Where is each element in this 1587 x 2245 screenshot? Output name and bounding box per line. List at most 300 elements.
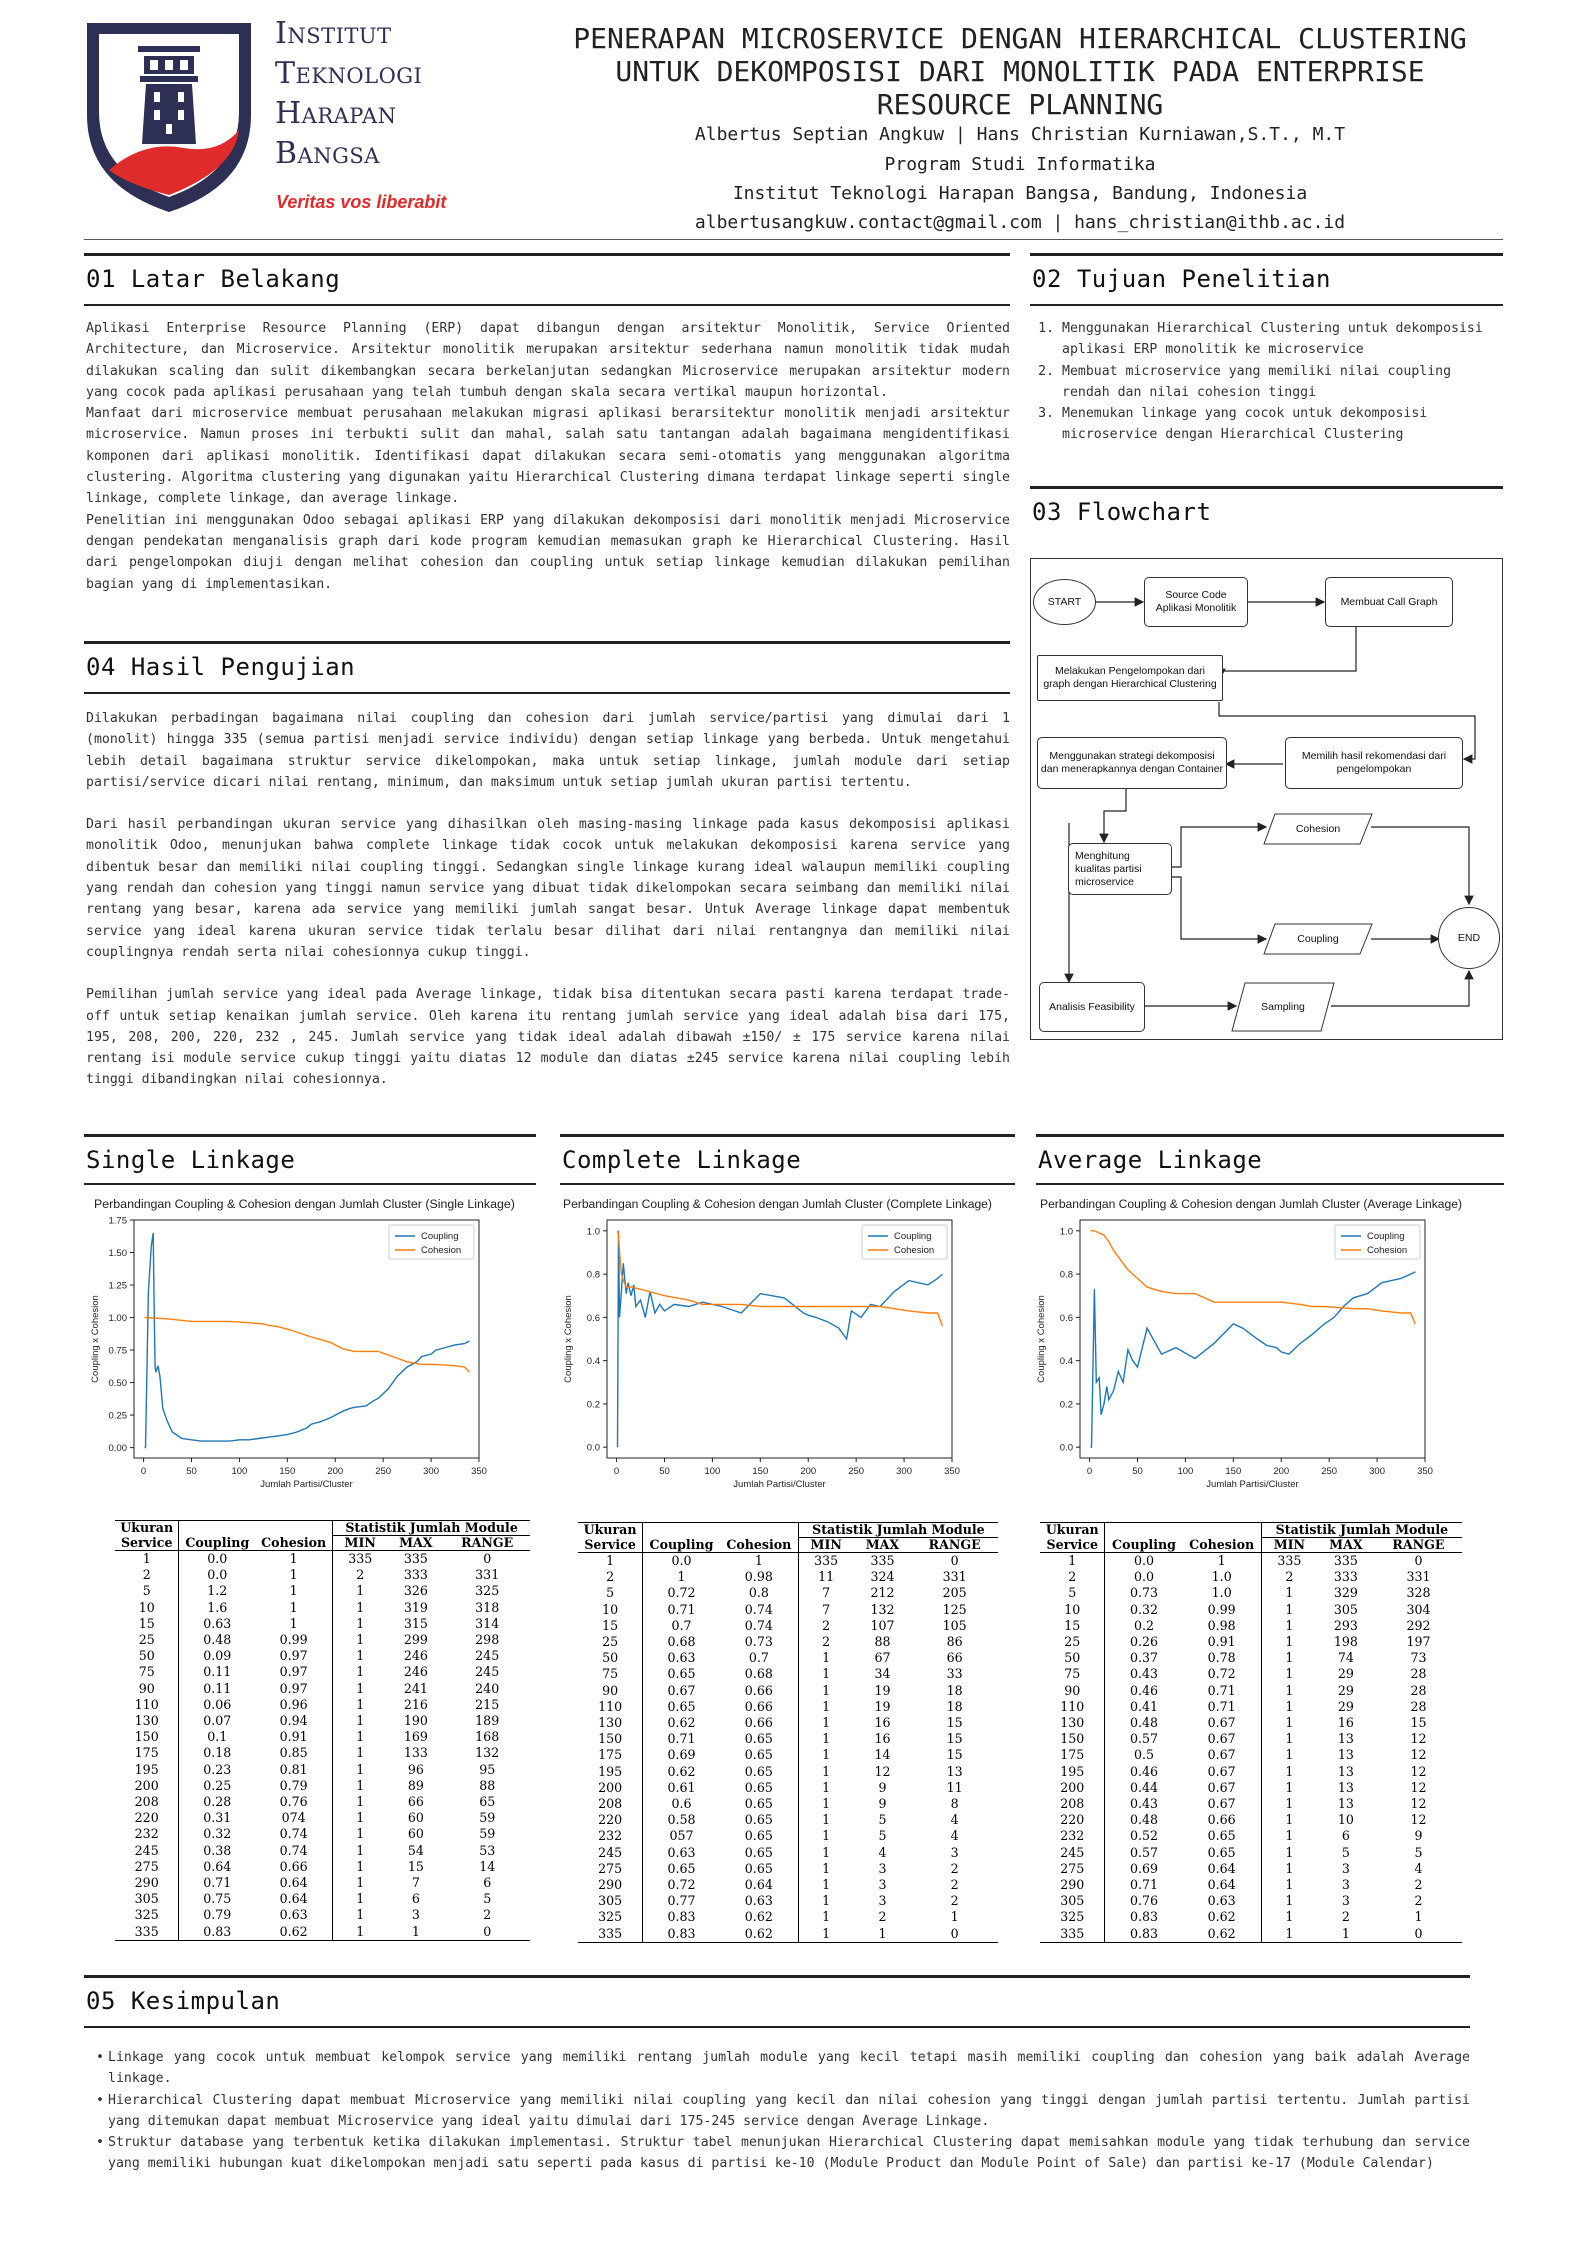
cell-cohesion: 0.7 (748, 1650, 769, 1666)
cell-cohesion: 0.65 (1207, 1828, 1236, 1844)
cell-min: 1 (1261, 1877, 1317, 1893)
cell-service: 220 (134, 1810, 159, 1826)
cell-range: 15 (1410, 1715, 1427, 1731)
cell-cohesion: 0.63 (1207, 1893, 1236, 1909)
cell-min: 1 (1261, 1780, 1317, 1796)
cell-coupling: 0.06 (179, 1697, 255, 1713)
cell-min: 335 (798, 1553, 853, 1570)
table-row (1040, 1699, 1462, 1715)
flow-clustering: Melakukan Pengelompokan dari graph dengan Hierarchical Clustering (1037, 655, 1223, 701)
cell-coupling: 0.76 (1105, 1893, 1183, 1909)
cell-cohesion: 0.64 (744, 1877, 773, 1893)
table-row (115, 1664, 530, 1680)
table-row (578, 1666, 998, 1682)
table-row (1040, 1666, 1462, 1682)
cell-coupling: 0.65 (643, 1666, 720, 1682)
cell-min: 1 (798, 1909, 853, 1925)
section-rule (84, 1134, 536, 1137)
cell-coupling: 057 (643, 1828, 720, 1844)
cell-max: 13 (1337, 1747, 1354, 1763)
cell-range: 2 (483, 1907, 492, 1923)
cell-coupling: 0.71 (643, 1602, 720, 1618)
cell-max: 212 (870, 1585, 895, 1601)
cell-range: 240 (475, 1680, 500, 1696)
cell-service: 2 (1068, 1569, 1077, 1585)
cell-max: 324 (870, 1569, 895, 1585)
cell-service: 150 (1060, 1731, 1085, 1747)
cell-range: 331 (1406, 1569, 1431, 1585)
cell-cohesion: 0.66 (744, 1715, 773, 1731)
cell-max: 12 (874, 1763, 891, 1779)
study-program: Program Studi Informatika (884, 154, 1156, 175)
cell-min: 1 (333, 1924, 388, 1941)
cell-max: 15 (407, 1858, 424, 1874)
y-tick-label: 1.0 (1059, 1226, 1073, 1238)
cell-max: 319 (403, 1599, 428, 1615)
cell-max: 9 (878, 1779, 887, 1795)
cell-cohesion: 1 (754, 1553, 763, 1568)
cell-service: 208 (134, 1794, 159, 1810)
cell-range: 205 (942, 1585, 967, 1601)
cell-service: 110 (1060, 1698, 1085, 1714)
cell-cohesion: 0.94 (279, 1713, 308, 1729)
table-row (578, 1909, 998, 1925)
table-row (1040, 1828, 1462, 1844)
authors: Albertus Septian Angkuw | Hans Christian Kurniawan,S.T., M.T (694, 124, 1346, 145)
legend-label: Coupling (1367, 1231, 1405, 1242)
cell-cohesion: 0.65 (744, 1812, 773, 1828)
cell-min: 1 (798, 1893, 853, 1909)
cell-service: 200 (598, 1779, 623, 1795)
cell-min: 1 (333, 1907, 388, 1923)
cell-coupling: 0.37 (1105, 1650, 1183, 1666)
cell-cohesion: 0.99 (279, 1632, 308, 1648)
cell-min: 1 (333, 1583, 388, 1599)
table-row (578, 1926, 998, 1943)
linkage-title-average: Average Linkage (1038, 1146, 1263, 1174)
th-max: MAX (854, 1538, 912, 1553)
flow-coupling: Coupling (1297, 933, 1339, 945)
table-row (578, 1845, 998, 1861)
cell-cohesion: 0.64 (1207, 1860, 1236, 1876)
cell-service: 1 (1068, 1553, 1077, 1568)
table-row (578, 1861, 998, 1877)
table-row (115, 1826, 530, 1842)
cell-range: 88 (479, 1777, 496, 1793)
cell-service: 305 (1060, 1893, 1085, 1909)
cell-cohesion: 0.62 (720, 1926, 798, 1943)
x-tick-label: 0 (1086, 1466, 1093, 1477)
cell-cohesion: 0.71 (1207, 1682, 1236, 1698)
table-row (578, 1812, 998, 1828)
cell-coupling: 0.75 (179, 1891, 255, 1907)
cell-max: 66 (407, 1794, 424, 1810)
cell-service: 110 (134, 1696, 159, 1712)
cell-min: 1 (798, 1666, 853, 1682)
section-title-tujuan: 02 Tujuan Penelitian (1032, 265, 1331, 293)
x-tick-label: 150 (1225, 1466, 1242, 1477)
cell-max: 333 (1333, 1569, 1358, 1585)
conclusion-item: • Hierarchical Clustering dapat membuat Microservice yang memiliki nilai coupling yang kecil dan nilai cohesion yang tinggi dengan jumlah partisi tertentu. Jumlah partisi yang ditemukan dapat membuat Microservice yang ideal yaitu dimulai dari 175-245 service dengan Average Linkage. (108, 2090, 1470, 2133)
cell-coupling: 0.79 (179, 1907, 255, 1923)
cell-min: 1 (333, 1810, 388, 1826)
cell-min: 1 (333, 1745, 388, 1761)
table-row (115, 1924, 530, 1941)
cell-cohesion: 0.66 (744, 1682, 773, 1698)
table-row (1040, 1861, 1462, 1877)
y-tick-label: 0.8 (1059, 1269, 1073, 1281)
th-cohesion: Cohesion (720, 1538, 798, 1553)
cell-service: 200 (1060, 1779, 1085, 1795)
cell-cohesion: 1.0 (1211, 1569, 1232, 1585)
cell-coupling: 0.26 (1105, 1634, 1183, 1650)
cell-max: 305 (1333, 1601, 1358, 1617)
cell-range: 0 (1414, 1553, 1423, 1568)
x-axis-label: Jumlah Partisi/Cluster (260, 1479, 353, 1490)
institution-logo-shield (84, 20, 254, 215)
cell-min: 1 (1261, 1602, 1317, 1618)
cell-range: 65 (479, 1794, 496, 1810)
section-title-kesimpulan: 05 Kesimpulan (86, 1987, 281, 2015)
cell-min: 1 (1261, 1618, 1317, 1634)
goal-item: 2. Membuat microservice yang memiliki nilai coupling rendah dan nilai cohesion tinggi (1062, 361, 1500, 404)
x-tick-label: 250 (848, 1466, 865, 1477)
cell-coupling: 0.71 (643, 1731, 720, 1747)
table-row (115, 1616, 530, 1632)
cell-service: 150 (598, 1731, 623, 1747)
table-row (115, 1567, 530, 1583)
cell-coupling: 0.1 (179, 1729, 255, 1745)
flow-strategy: Menggunakan strategi dekomposisi dan menerapkannya dengan Container (1037, 737, 1227, 789)
cell-range: 12 (1410, 1731, 1427, 1747)
conclusion-list (96, 2047, 1470, 2175)
cell-max: 293 (1333, 1617, 1358, 1633)
cell-range: 292 (1406, 1617, 1431, 1633)
cell-cohesion: 0.78 (1207, 1650, 1236, 1666)
cell-min: 1 (1261, 1683, 1317, 1699)
cell-range: 5 (483, 1891, 492, 1907)
cell-cohesion: 1 (289, 1567, 298, 1583)
table-row (1040, 1634, 1462, 1650)
cell-service: 130 (1060, 1715, 1085, 1731)
y-tick-label: 0.6 (1059, 1312, 1073, 1324)
cell-range: 13 (946, 1763, 963, 1779)
cell-coupling: 0.83 (1105, 1909, 1183, 1925)
y-tick-label: 0.2 (1059, 1399, 1073, 1411)
cell-min: 1 (333, 1859, 388, 1875)
cell-coupling: 0.65 (643, 1861, 720, 1877)
cell-min: 1 (798, 1796, 853, 1812)
cell-max: 6 (411, 1891, 420, 1907)
cell-min: 1 (1261, 1828, 1317, 1844)
cell-service: 195 (134, 1761, 159, 1777)
cell-cohesion: 0.62 (255, 1924, 333, 1941)
cell-range: 4 (950, 1828, 959, 1844)
y-axis-label: Coupling x Cohesion (1036, 1295, 1047, 1383)
cell-cohesion: 0.66 (279, 1858, 308, 1874)
section-title-flowchart: 03 Flowchart (1032, 498, 1212, 526)
header-divider (84, 239, 1503, 240)
cell-cohesion: 0.97 (279, 1648, 308, 1664)
th-range: RANGE (911, 1538, 998, 1553)
x-tick-label: 200 (800, 1466, 817, 1477)
cell-coupling: 0.83 (179, 1924, 255, 1941)
cell-min: 2 (798, 1634, 853, 1650)
table-row (1040, 1812, 1462, 1828)
table-row (1040, 1877, 1462, 1893)
table-row (578, 1731, 998, 1747)
x-tick-label: 200 (1273, 1466, 1290, 1477)
paper-title-line-3: RESOURCE PLANNING (876, 88, 1164, 121)
y-tick-label: 0.75 (108, 1345, 127, 1357)
cell-range: 125 (942, 1601, 967, 1617)
cell-max: 16 (1337, 1715, 1354, 1731)
flow-source-code: Source Code Aplikasi Monolitik (1144, 577, 1248, 627)
cell-service: 232 (1060, 1828, 1085, 1844)
cell-min: 1 (333, 1600, 388, 1616)
table-row (1040, 1926, 1462, 1943)
cell-min: 2 (1261, 1569, 1317, 1585)
cell-service: 232 (598, 1828, 623, 1844)
cell-min: 335 (333, 1551, 388, 1568)
cell-range: 1 (1414, 1909, 1423, 1925)
x-axis-label: Jumlah Partisi/Cluster (1206, 1479, 1299, 1490)
table-row (1040, 1650, 1462, 1666)
cell-service: 220 (1060, 1812, 1085, 1828)
cell-coupling: 0.62 (643, 1764, 720, 1780)
th-min: MIN (798, 1538, 853, 1553)
x-tick-label: 100 (704, 1466, 721, 1477)
cell-max: 3 (878, 1893, 887, 1909)
cell-coupling: 0.32 (1105, 1602, 1183, 1618)
cell-service: 50 (1064, 1650, 1081, 1666)
cell-max: 2 (878, 1909, 887, 1925)
table-row (115, 1681, 530, 1697)
cell-max: 74 (1337, 1650, 1354, 1666)
cell-coupling: 0.38 (179, 1843, 255, 1859)
cell-range: 59 (479, 1826, 496, 1842)
cell-cohesion: 0.64 (279, 1875, 308, 1891)
cell-range: 12 (1410, 1763, 1427, 1779)
cell-cohesion: 0.97 (279, 1680, 308, 1696)
cell-coupling: 0.67 (643, 1683, 720, 1699)
cell-max: 54 (407, 1842, 424, 1858)
cell-coupling: 0.0 (643, 1553, 720, 1570)
cell-cohesion: 0.74 (279, 1842, 308, 1858)
cell-cohesion: 0.85 (279, 1745, 308, 1761)
cell-range: 12 (1410, 1796, 1427, 1812)
cell-max: 335 (1333, 1553, 1358, 1568)
cell-cohesion: 0.67 (1207, 1796, 1236, 1812)
cell-range: 28 (1410, 1666, 1427, 1682)
cell-service: 325 (598, 1909, 623, 1925)
cell-max: 241 (403, 1680, 428, 1696)
cell-max: 1 (387, 1924, 444, 1941)
cell-min: 1 (333, 1875, 388, 1891)
goals-list (1032, 318, 1500, 446)
cell-max: 3 (1341, 1860, 1350, 1876)
cell-min: 1 (1261, 1812, 1317, 1828)
cell-cohesion: 0.98 (744, 1569, 773, 1585)
cell-service: 150 (134, 1729, 159, 1745)
cell-max: 4 (878, 1844, 887, 1860)
cell-service: 220 (598, 1812, 623, 1828)
cell-service: 25 (602, 1634, 619, 1650)
goal-item: 1. Menggunakan Hierarchical Clustering untuk dekomposisi aplikasi ERP monolitik ke microservice (1062, 318, 1500, 361)
table-row (115, 1794, 530, 1810)
cell-cohesion: 074 (281, 1810, 306, 1826)
cell-max: 3 (411, 1907, 420, 1923)
cell-service: 15 (1064, 1617, 1081, 1633)
cell-cohesion: 0.91 (279, 1729, 308, 1745)
cell-max: 1 (854, 1926, 912, 1943)
table-row (115, 1697, 530, 1713)
th-service: Service (115, 1536, 179, 1551)
cell-range: 12 (1410, 1747, 1427, 1763)
cell-cohesion: 0.67 (1207, 1747, 1236, 1763)
cell-service: 2 (606, 1569, 615, 1585)
cell-coupling: 0.65 (643, 1699, 720, 1715)
cell-cohesion: 0.74 (279, 1826, 308, 1842)
cell-coupling: 0.58 (643, 1812, 720, 1828)
cell-min: 1 (1261, 1699, 1317, 1715)
table-row (578, 1585, 998, 1601)
cell-max: 16 (874, 1731, 891, 1747)
cell-range: 14 (479, 1858, 496, 1874)
cell-service: 305 (134, 1891, 159, 1907)
cell-max: 19 (874, 1698, 891, 1714)
cell-coupling: 0.2 (1105, 1618, 1183, 1634)
table-row (115, 1859, 530, 1875)
cell-max: 246 (403, 1648, 428, 1664)
cell-min: 1 (1261, 1650, 1317, 1666)
cell-cohesion: 0.63 (279, 1907, 308, 1923)
cell-cohesion: 0.81 (279, 1761, 308, 1777)
cell-service: 90 (1064, 1682, 1081, 1698)
table-row (1040, 1909, 1462, 1925)
cell-cohesion: 0.67 (1207, 1731, 1236, 1747)
cell-range: 59 (479, 1810, 496, 1826)
cell-range: 1 (950, 1909, 959, 1925)
y-tick-label: 1.75 (108, 1215, 127, 1227)
cell-max: 34 (874, 1666, 891, 1682)
cell-coupling: 0.18 (179, 1745, 255, 1761)
cell-range: 298 (475, 1632, 500, 1648)
cell-range: 215 (475, 1696, 500, 1712)
cell-cohesion: 1 (289, 1583, 298, 1599)
cell-range: 331 (475, 1567, 500, 1583)
cell-min: 1 (1261, 1666, 1317, 1682)
conclusion-item: • Linkage yang cocok untuk membuat kelompok service yang memiliki rentang jumlah module yang kecil tetapi masih memiliki coupling dan cohesion yang baik adalah Average linkage. (108, 2047, 1470, 2090)
cell-min: 1 (1261, 1861, 1317, 1877)
hasil-paragraph: Pemilihan jumlah service yang ideal pada Average linkage, tidak bisa ditentukan secara pasti karena terdapat trade-off untuk setiap kenaikan jumlah service. Oleh karena itu rentang jumlah service yang ideal adalah bisa dari 175, 195, 208, 200, 220, 232 , 245. Jumlah service yang tidak ideal adalah dibawah ±150/ ± 175 service karena nilai rentang isi module service cukup tinggi yaitu diatas 12 module dan diatas ±245 service karena nilai coupling lebih tinggi dibandingkan nilai cohesionnya. (86, 987, 1010, 1088)
cell-coupling: 0.72 (643, 1877, 720, 1893)
table-row (1040, 1731, 1462, 1747)
cell-cohesion: 0.71 (1207, 1698, 1236, 1714)
cell-min: 1 (1261, 1845, 1317, 1861)
cell-cohesion: 0.65 (744, 1828, 773, 1844)
cell-coupling: 0.71 (179, 1875, 255, 1891)
cell-min: 1 (798, 1877, 853, 1893)
cell-min: 1 (333, 1632, 388, 1648)
cell-max: 1 (1317, 1926, 1375, 1943)
cell-service: 75 (138, 1664, 155, 1680)
y-axis-label: Coupling x Cohesion (563, 1295, 574, 1383)
cell-cohesion: 1.0 (1211, 1585, 1232, 1601)
cell-range: 132 (475, 1745, 500, 1761)
cell-max: 13 (1337, 1763, 1354, 1779)
y-tick-label: 0.4 (1059, 1356, 1073, 1368)
cell-range: 105 (942, 1617, 967, 1633)
cell-range: 8 (950, 1796, 959, 1812)
conclusion-item: • Struktur database yang terbentuk ketika dilakukan implementasi. Struktur tabel menunjukan Hierarchical Clustering dapat memisahkan module yang tidak terhubung dan service yang memiliki hubungan kuat dikelompokan menjadi satu seperti pada kasus di partisi ke-10 (Module Product dan Module Point of Sale) dan partisi ke-17 (Module Calendar) (108, 2132, 1470, 2175)
table-row (1040, 1845, 1462, 1861)
section-rule (84, 692, 1010, 694)
cell-min: 1 (1261, 1764, 1317, 1780)
cell-min: 335 (1261, 1553, 1317, 1570)
cell-min: 1 (333, 1648, 388, 1664)
table-row (115, 1583, 530, 1599)
cell-coupling: 0.68 (643, 1634, 720, 1650)
cell-min: 1 (333, 1616, 388, 1632)
cell-max: 13 (1337, 1779, 1354, 1795)
cell-coupling: 0.46 (1105, 1764, 1183, 1780)
paper-title-line-2: UNTUK DEKOMPOSISI DARI MONOLITIK PADA ENTERPRISE (615, 55, 1425, 88)
table-row (115, 1745, 530, 1761)
cell-coupling: 0.77 (643, 1893, 720, 1909)
linkage-title-single: Single Linkage (86, 1146, 296, 1174)
logo-motto: Veritas vos liberabit (276, 192, 447, 212)
cell-min: 1 (333, 1697, 388, 1713)
cell-max: 190 (403, 1713, 428, 1729)
table-row (1040, 1553, 1462, 1570)
legend-label: Coupling (421, 1231, 459, 1242)
table-row (578, 1780, 998, 1796)
y-tick-label: 0.2 (586, 1399, 600, 1411)
cell-service: 335 (115, 1924, 179, 1941)
cell-min: 1 (798, 1731, 853, 1747)
x-tick-label: 50 (659, 1466, 670, 1477)
cell-cohesion: 0.64 (279, 1891, 308, 1907)
cell-min: 1 (1261, 1926, 1317, 1943)
table-row (1040, 1747, 1462, 1763)
th-range: RANGE (444, 1536, 530, 1551)
cell-min: 1 (333, 1762, 388, 1778)
cell-min: 7 (798, 1602, 853, 1618)
table-row (578, 1715, 998, 1731)
x-tick-label: 250 (375, 1466, 392, 1477)
cell-min: 1 (1261, 1634, 1317, 1650)
section-rule (1030, 253, 1503, 256)
cell-min: 2 (333, 1567, 388, 1583)
cell-service: 2 (142, 1567, 151, 1583)
table-row (578, 1569, 998, 1585)
cell-service: 290 (134, 1875, 159, 1891)
cell-cohesion: 0.65 (744, 1731, 773, 1747)
table-row (115, 1875, 530, 1891)
cell-min: 1 (798, 1828, 853, 1844)
cell-max: 67 (874, 1650, 891, 1666)
cell-max: 60 (407, 1826, 424, 1842)
table-row (115, 1551, 530, 1568)
cell-service: 1 (606, 1553, 615, 1568)
chart-title-complete: Perbandingan Coupling & Cohesion dengan Jumlah Cluster (Complete Linkage) (563, 1197, 992, 1211)
cell-cohesion: 0.91 (1207, 1634, 1236, 1650)
table-row (115, 1907, 530, 1923)
flow-feasibility: Analisis Feasibility (1039, 982, 1145, 1032)
table-row (1040, 1715, 1462, 1731)
table-row (578, 1877, 998, 1893)
